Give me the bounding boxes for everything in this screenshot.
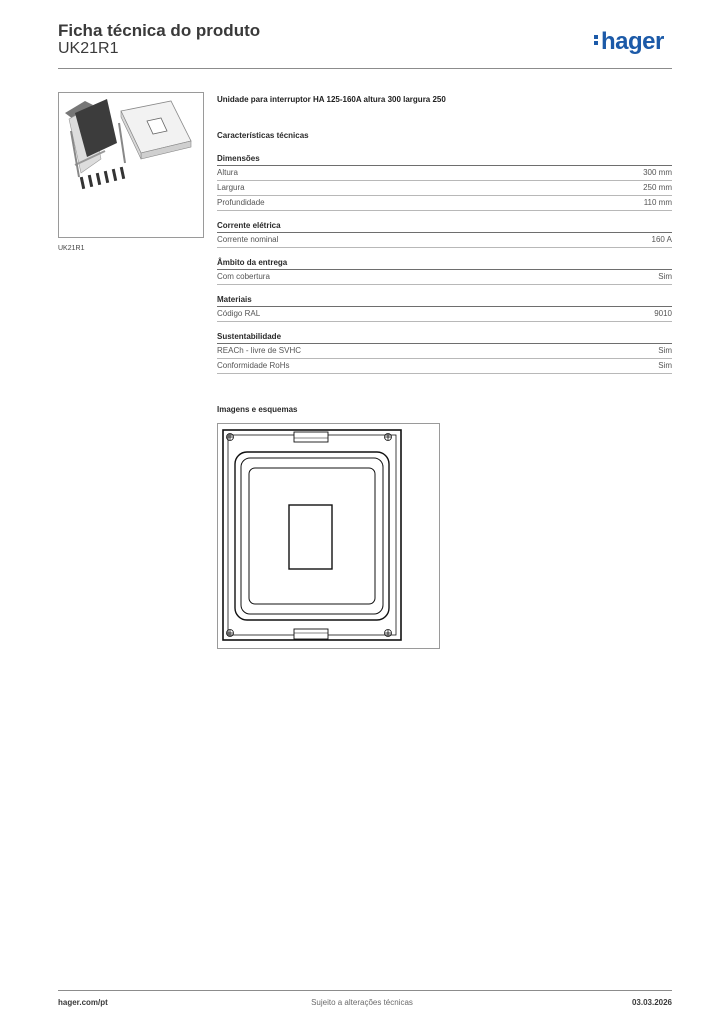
spec-row <box>217 307 672 322</box>
hager-logo <box>594 28 664 56</box>
spec-value: Sim <box>658 361 672 370</box>
product-code: UK21R1 <box>58 40 119 57</box>
spec-row <box>217 181 672 196</box>
spec-label: Largura <box>217 183 245 192</box>
front-view-drawing <box>218 424 439 648</box>
spec-row <box>217 166 672 181</box>
logo-text: hager <box>601 28 664 55</box>
section-title: Características técnicas <box>217 131 309 140</box>
footer-date: 03.03.2026 <box>631 998 672 1007</box>
spec-value: Sim <box>658 346 672 355</box>
spec-sheet <box>217 95 672 374</box>
header-divider <box>58 68 672 69</box>
product-description: Unidade para interruptor HA 125-160A altura 300 largura 250 <box>217 95 446 104</box>
group-title: Dimensões <box>217 154 672 166</box>
spec-row <box>217 270 672 285</box>
spec-label: Código RAL <box>217 309 261 318</box>
spec-value: 110 mm <box>643 198 672 207</box>
spec-row <box>217 196 672 211</box>
spec-group-materials <box>217 295 672 322</box>
spec-label: Altura <box>217 168 238 177</box>
spec-label: REACh - livre de SVHC <box>217 346 302 355</box>
footer-website: hager.com/pt <box>58 998 108 1007</box>
product-photo-illustration <box>59 93 203 237</box>
spec-value: Sim <box>658 272 672 281</box>
group-title: Materiais <box>217 295 672 307</box>
spec-row <box>217 233 672 248</box>
group-title: Sustentabilidade <box>217 332 672 344</box>
spec-group-delivery <box>217 258 672 285</box>
technical-drawing <box>217 423 440 649</box>
footer-notice: Sujeito a alterações técnicas <box>311 998 413 1007</box>
group-title: Corrente elétrica <box>217 221 672 233</box>
spec-group-dimensions <box>217 154 672 211</box>
footer-divider <box>58 990 672 991</box>
spec-label: Conformidade RoHs <box>217 361 290 370</box>
spec-value: 250 mm <box>643 183 672 192</box>
spec-label: Profundidade <box>217 198 265 207</box>
product-photo <box>58 92 204 238</box>
spec-value: 160 A <box>651 235 672 244</box>
group-title: Âmbito da entrega <box>217 258 672 270</box>
spec-label: Com cobertura <box>217 272 270 281</box>
images-section-title: Imagens e esquemas <box>217 405 298 414</box>
spec-value: 300 mm <box>643 168 672 177</box>
spec-group-sustainability <box>217 332 672 374</box>
page-title: Ficha técnica do produto <box>58 21 261 40</box>
spec-group-current <box>217 221 672 248</box>
logo-dots-icon <box>594 33 599 47</box>
spec-row <box>217 359 672 374</box>
photo-caption: UK21R1 <box>58 245 85 252</box>
spec-label: Corrente nominal <box>217 235 279 244</box>
spec-row <box>217 344 672 359</box>
spec-value: 9010 <box>654 309 672 318</box>
